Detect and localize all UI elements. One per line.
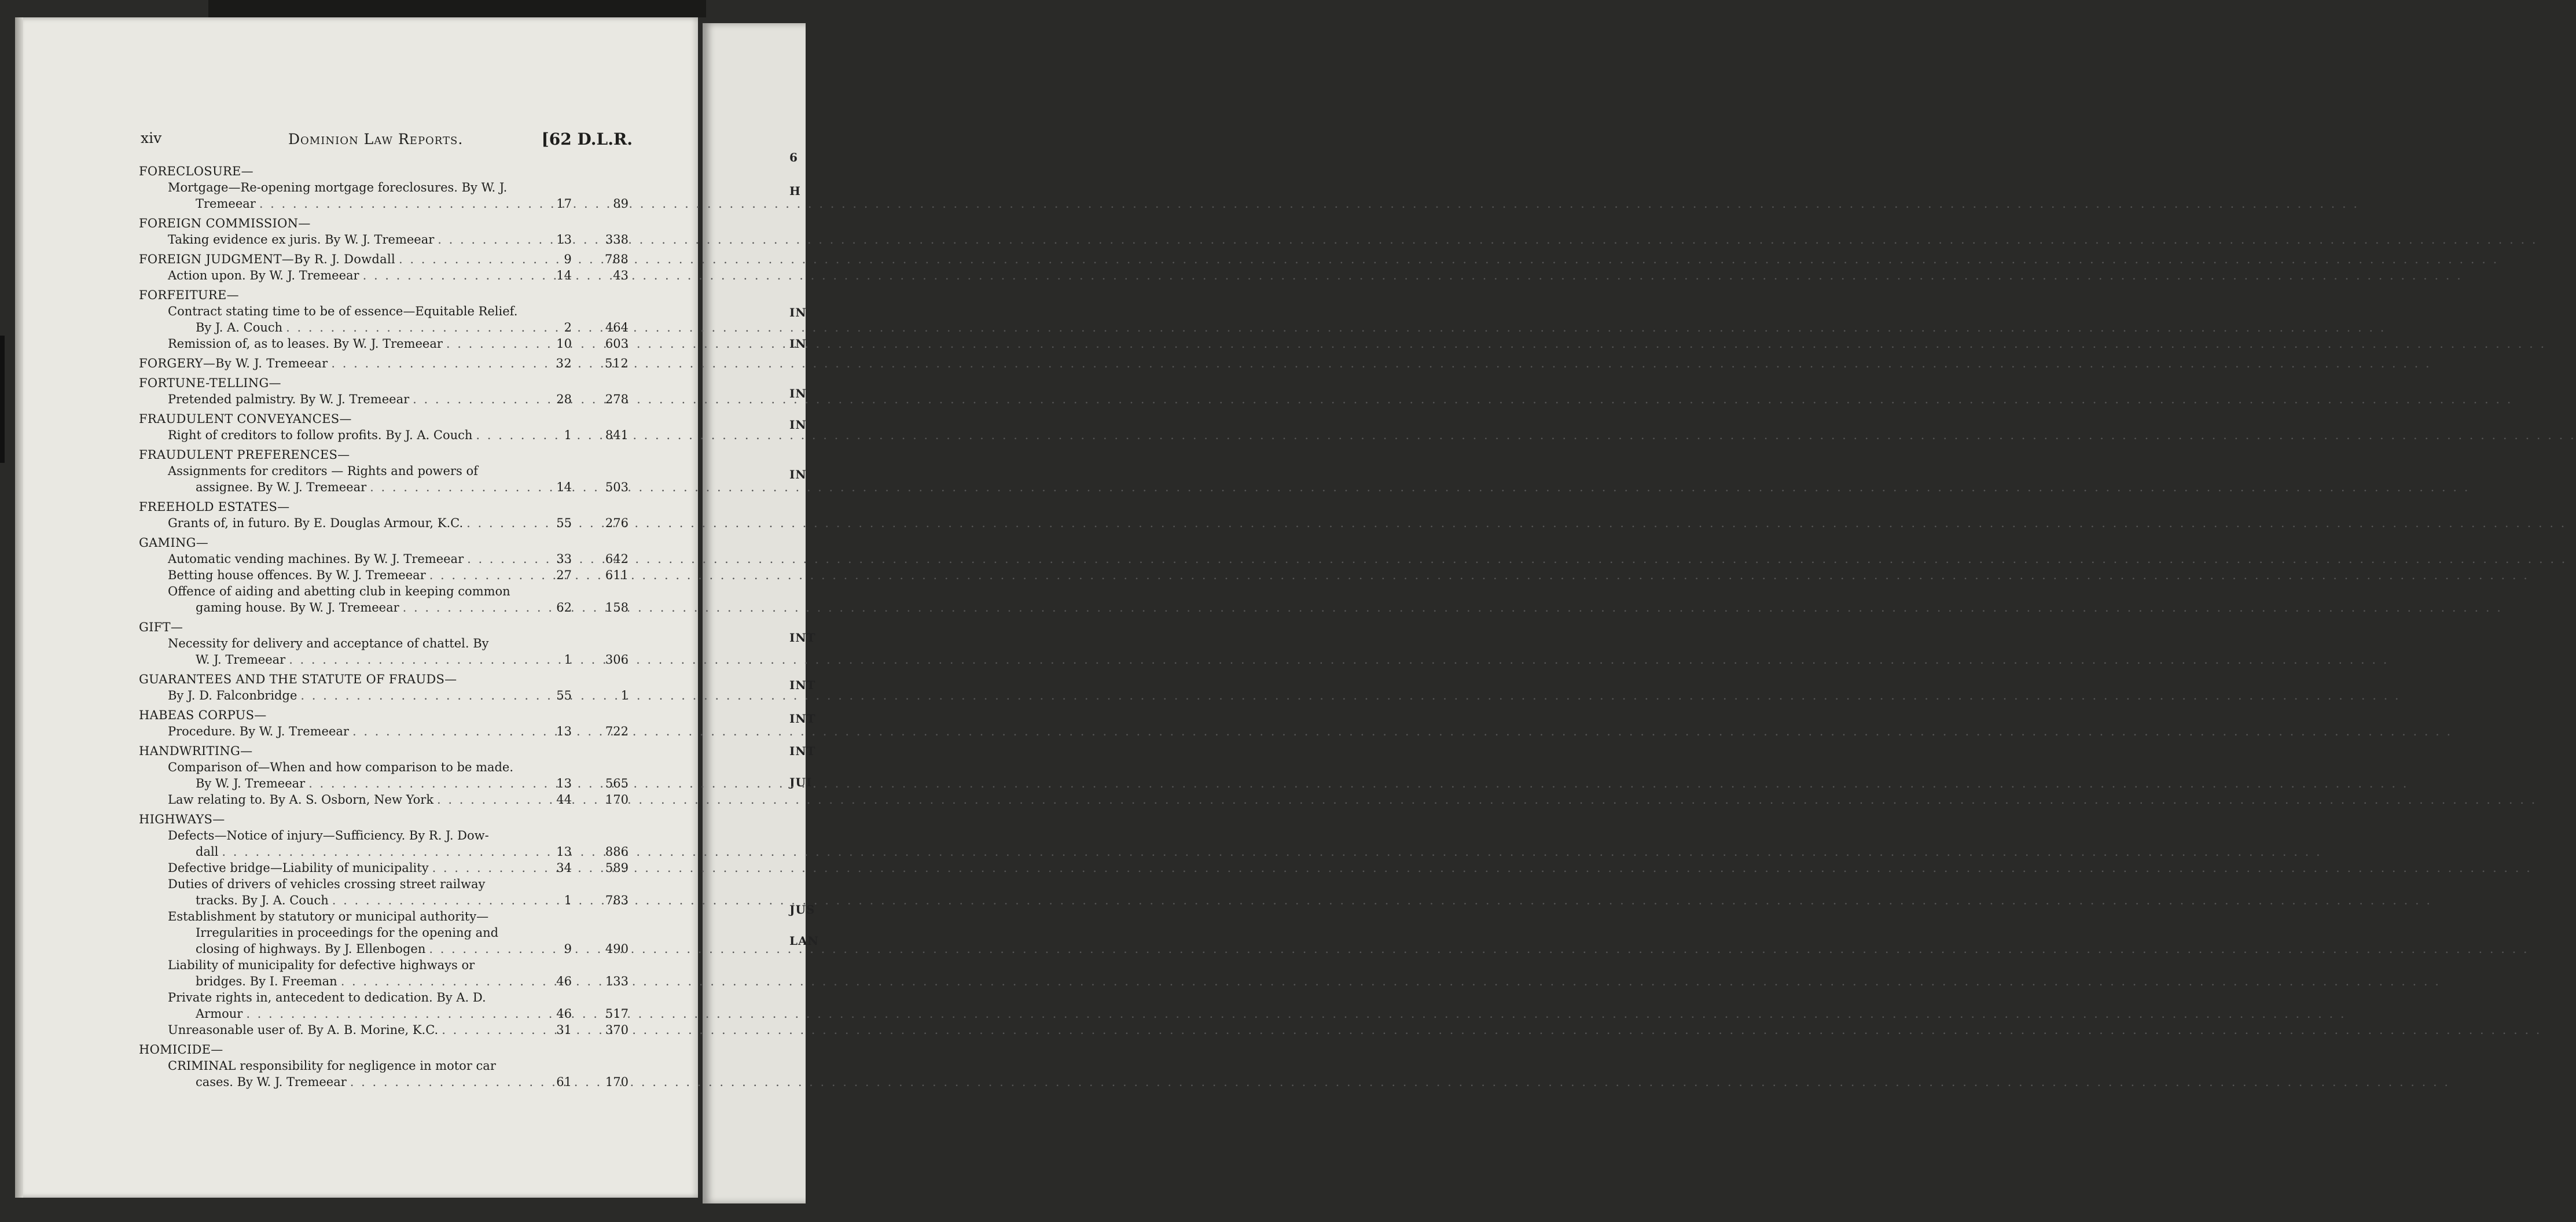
reference-numbers xyxy=(537,687,635,704)
volume-number: 9 xyxy=(564,942,572,956)
volume-number: 46 xyxy=(556,1007,572,1021)
entry-line xyxy=(168,463,531,479)
volume-number: 27 xyxy=(556,568,572,582)
index-entry xyxy=(126,583,635,616)
entry-text: Private rights in, antecedent to dedication. By A. D. xyxy=(168,991,486,1004)
volume-number: 1 xyxy=(564,428,572,442)
reference-numbers xyxy=(537,860,635,876)
facing-page-fragment: 6 xyxy=(789,150,798,164)
entry-text: Duties of drivers of vehicles crossing street railway xyxy=(168,877,486,891)
volume-number: 62 xyxy=(556,601,572,614)
entry-text: assignee. By W. J. Tremeear xyxy=(196,480,367,494)
entry-line xyxy=(168,925,531,941)
entry-text: dall xyxy=(196,845,219,859)
dot-leader xyxy=(350,1074,2450,1090)
page-reference: 565 xyxy=(605,776,629,790)
heading-text: FRAUDULENT PREFERENCES— xyxy=(139,448,350,462)
page-reference: 589 xyxy=(605,861,629,875)
page-reference: 788 xyxy=(605,252,629,266)
volume-number: 55 xyxy=(556,689,572,702)
entry-line xyxy=(168,759,531,775)
volume-number: 2 xyxy=(564,321,572,334)
entry-text: Automatic vending machines. By W. J. Tremeear xyxy=(168,552,464,566)
index-heading xyxy=(126,215,635,231)
dot-leader xyxy=(429,941,2529,957)
facing-page-fragment: H xyxy=(789,184,801,198)
heading-text: FRAUDULENT CONVEYANCES— xyxy=(139,412,352,426)
reference-numbers xyxy=(537,599,635,616)
page-reference: 133 xyxy=(605,974,629,988)
index-heading xyxy=(126,355,635,371)
heading-text: FORFEITURE— xyxy=(139,288,239,302)
page-reference: 464 xyxy=(605,321,629,334)
index-heading xyxy=(126,707,635,723)
reference-numbers xyxy=(537,1006,635,1022)
entry-line xyxy=(168,844,531,860)
page-reference: 158 xyxy=(605,601,629,614)
page-reference: 89 xyxy=(613,197,629,211)
heading-line xyxy=(139,251,531,267)
scanned-book-spread xyxy=(0,0,819,1222)
heading-text: HABEAS CORPUS— xyxy=(139,708,267,722)
facing-page-fragment: IN xyxy=(789,306,807,319)
index-entry xyxy=(126,792,635,808)
page-reference: 642 xyxy=(605,552,629,566)
entry-line xyxy=(168,391,531,407)
index-heading xyxy=(126,1041,635,1058)
entry-text: By W. J. Tremeear xyxy=(196,776,306,790)
entry-text: Action upon. By W. J. Tremeear xyxy=(168,268,359,282)
entry-text: Tremeear xyxy=(196,197,256,211)
heading-text: GIFT— xyxy=(139,620,183,634)
volume-number: 32 xyxy=(556,356,572,370)
facing-page-fragment: IN xyxy=(789,337,807,351)
entry-text: Mortgage—Re-opening mortgage foreclosures. By W. J. xyxy=(168,181,508,194)
volume-number: 13 xyxy=(556,776,572,790)
volume-number: 46 xyxy=(556,974,572,988)
reference-numbers xyxy=(537,231,635,248)
heading-text: FOREIGN JUDGMENT—By R. J. Dowdall xyxy=(139,252,396,266)
facing-page-fragment: IN xyxy=(789,418,807,432)
entry-line xyxy=(168,267,531,284)
volume-number: 33 xyxy=(556,552,572,566)
dot-leader xyxy=(341,973,2441,989)
dot-leader xyxy=(467,551,2567,567)
entry-line xyxy=(168,989,531,1006)
page-reference: 783 xyxy=(605,893,629,907)
facing-page-fragment: IN xyxy=(789,468,807,481)
entry-line xyxy=(168,1058,531,1074)
index-entry xyxy=(126,860,635,876)
page-reference: 276 xyxy=(605,516,629,530)
entry-line xyxy=(168,775,531,792)
index-heading xyxy=(126,499,635,515)
entry-line xyxy=(168,551,531,567)
entry-line xyxy=(168,860,531,876)
heading-text: GAMING— xyxy=(139,536,208,550)
entry-text: Contract stating time to be of essence—Equitable Relief. xyxy=(168,304,518,318)
reference-numbers xyxy=(537,479,635,495)
entry-text: Remission of, as to leases. By W. J. Tremeear xyxy=(168,337,443,351)
facing-page-fragment: INT xyxy=(789,631,816,645)
reference-numbers xyxy=(537,551,635,567)
entry-line xyxy=(168,1022,531,1038)
index-heading xyxy=(126,671,635,687)
page-edge xyxy=(15,17,23,1198)
volume-number: 13 xyxy=(556,233,572,246)
entry-text: Unreasonable user of. By A. B. Morine, K.C. xyxy=(168,1023,439,1037)
entry-text: Assignments for creditors — Rights and powers of xyxy=(168,464,478,478)
entry-text: gaming house. By W. J. Tremeear xyxy=(196,601,399,614)
heading-text: HANDWRITING— xyxy=(139,744,253,758)
page-reference: 170 xyxy=(605,793,629,807)
reference-numbers xyxy=(537,391,635,407)
entry-line xyxy=(168,231,531,248)
volume-number: 1 xyxy=(564,893,572,907)
entry-text: Grants of, in futuro. By E. Douglas Armour, K.C. xyxy=(168,516,464,530)
reference-numbers xyxy=(537,1022,635,1038)
page-reference: 370 xyxy=(605,1023,629,1037)
reference-numbers xyxy=(537,427,635,443)
facing-page-fragment: JUI xyxy=(789,775,813,789)
entry-line xyxy=(168,892,531,908)
page-reference: 338 xyxy=(605,233,629,246)
entry-line xyxy=(168,876,531,892)
dot-leader xyxy=(332,892,2432,908)
running-header xyxy=(135,128,633,152)
index-heading xyxy=(126,811,635,827)
index-heading xyxy=(126,287,635,303)
entry-text: cases. By W. J. Tremeear xyxy=(196,1075,347,1089)
volume-number: 17 xyxy=(556,197,572,211)
entry-text: By J. D. Falconbridge xyxy=(168,689,297,702)
index-entry xyxy=(126,687,635,704)
index-entry xyxy=(126,179,635,212)
index-heading xyxy=(126,619,635,635)
heading-text: FORGERY—By W. J. Tremeear xyxy=(139,356,328,370)
entry-text: Liability of municipality for defective highways or xyxy=(168,958,475,972)
entry-text: Law relating to. By A. S. Osborn, New York xyxy=(168,793,434,807)
binding-shadow xyxy=(0,336,5,463)
running-title: Dominion Law Reports. xyxy=(288,131,464,148)
entry-text: bridges. By I. Freeman xyxy=(196,974,337,988)
heading-text: HOMICIDE— xyxy=(139,1043,223,1057)
reference-numbers xyxy=(537,567,635,583)
page-reference: 306 xyxy=(605,653,629,667)
index-heading xyxy=(126,447,635,463)
facing-page-fragment: INT xyxy=(789,744,816,758)
entry-line xyxy=(168,599,531,616)
entry-line xyxy=(168,792,531,808)
entry-line xyxy=(168,687,531,704)
reference-numbers xyxy=(537,892,635,908)
page-reference: 517 xyxy=(605,1007,629,1021)
entry-text: Procedure. By W. J. Tremeear xyxy=(168,724,349,738)
reference-numbers xyxy=(537,267,635,284)
page-reference: 611 xyxy=(605,568,629,582)
entry-line xyxy=(168,723,531,739)
page-reference: 603 xyxy=(605,337,629,351)
index-entry xyxy=(126,957,635,989)
entry-line xyxy=(168,973,531,989)
reference-numbers xyxy=(537,515,635,531)
volume-number: 14 xyxy=(556,480,572,494)
volume-reference: [62 D.L.R. xyxy=(541,130,633,149)
index-entry xyxy=(126,267,635,284)
entry-line xyxy=(168,1074,531,1090)
reference-numbers xyxy=(537,1074,635,1090)
reference-numbers xyxy=(537,251,635,267)
entry-text: CRIMINAL responsibility for negligence in motor car xyxy=(168,1059,496,1073)
page-reference: 490 xyxy=(605,942,629,956)
index-entry xyxy=(126,759,635,792)
reference-numbers xyxy=(537,652,635,668)
heading-text: FOREIGN COMMISSION— xyxy=(139,216,311,230)
reference-numbers xyxy=(537,319,635,336)
dot-leader xyxy=(442,1022,2541,1038)
dot-leader xyxy=(446,336,2546,352)
entry-line xyxy=(168,336,531,352)
volume-number: 34 xyxy=(556,861,572,875)
dot-leader xyxy=(429,567,2529,583)
dot-leader xyxy=(363,267,2463,284)
reference-numbers xyxy=(537,973,635,989)
entry-line xyxy=(168,635,531,652)
volume-number: 13 xyxy=(556,724,572,738)
index-entry xyxy=(126,515,635,531)
subject-index xyxy=(126,163,635,1094)
entry-text: Pretended palmistry. By W. J. Tremeear xyxy=(168,392,410,406)
page-reference: 170 xyxy=(605,1075,629,1089)
reference-numbers xyxy=(537,355,635,371)
entry-line xyxy=(168,1006,531,1022)
entry-text: Necessity for delivery and acceptance of chattel. By xyxy=(168,636,489,650)
reference-numbers xyxy=(537,775,635,792)
dot-leader xyxy=(413,391,2512,407)
index-entry xyxy=(126,391,635,407)
heading-text: GUARANTEES AND THE STATUTE OF FRAUDS— xyxy=(139,672,457,686)
entry-line xyxy=(168,196,531,212)
entry-line xyxy=(168,319,531,336)
index-entry xyxy=(126,1058,635,1090)
entry-text: Taking evidence ex juris. By W. J. Tremeear xyxy=(168,233,435,246)
volume-number: 55 xyxy=(556,516,572,530)
index-entry xyxy=(126,827,635,860)
index-entry xyxy=(126,908,635,957)
reference-numbers xyxy=(537,844,635,860)
heading-text: HIGHWAYS— xyxy=(139,812,225,826)
volume-number: 31 xyxy=(556,1023,572,1037)
index-entry xyxy=(126,427,635,443)
volume-number: 61 xyxy=(556,1075,572,1089)
entry-text: Betting house offences. By W. J. Tremeear xyxy=(168,568,426,582)
volume-number: 10 xyxy=(556,337,572,351)
section-gap xyxy=(126,1090,635,1094)
entry-line xyxy=(168,941,531,957)
reference-numbers xyxy=(537,196,635,212)
entry-line xyxy=(168,957,531,973)
index-heading xyxy=(126,251,635,267)
volume-number: 13 xyxy=(556,845,572,859)
entry-line xyxy=(168,427,531,443)
entry-text: Irregularities in proceedings for the opening and xyxy=(196,926,499,940)
dot-leader xyxy=(432,860,2532,876)
page-reference: 503 xyxy=(605,480,629,494)
index-heading xyxy=(126,375,635,391)
index-entry xyxy=(126,567,635,583)
heading-text: FREEHOLD ESTATES— xyxy=(139,500,290,514)
entry-text: W. J. Tremeear xyxy=(196,653,286,667)
facing-page-fragment: INT xyxy=(789,678,816,692)
scan-border xyxy=(208,0,706,17)
dot-leader xyxy=(438,231,2537,248)
index-entry xyxy=(126,463,635,495)
index-heading xyxy=(126,411,635,427)
facing-page-fragment: INT xyxy=(789,712,816,726)
entry-line xyxy=(168,567,531,583)
entry-line xyxy=(168,479,531,495)
dot-leader xyxy=(437,792,2537,808)
facing-page-fragment: IN xyxy=(789,387,807,400)
entry-line xyxy=(168,652,531,668)
entry-text: closing of highways. By J. Ellenbogen xyxy=(196,942,426,956)
index-entry xyxy=(126,989,635,1022)
entry-text: Comparison of—When and how comparison to be made. xyxy=(168,760,514,774)
entry-text: Offence of aiding and abetting club in keeping common xyxy=(168,584,510,598)
entry-line xyxy=(168,303,531,319)
page-reference: 278 xyxy=(605,392,629,406)
page-reference: 43 xyxy=(613,268,629,282)
dot-leader xyxy=(403,599,2502,616)
index-heading xyxy=(126,163,635,179)
entry-text: By J. A. Couch xyxy=(196,321,283,334)
index-heading xyxy=(126,535,635,551)
page-reference: 886 xyxy=(605,845,629,859)
page-number: xiv xyxy=(141,130,162,146)
reference-numbers xyxy=(537,723,635,739)
heading-text: FORTUNE-TELLING— xyxy=(139,376,281,390)
heading-line xyxy=(139,355,531,371)
dot-leader xyxy=(476,427,2575,443)
entry-line xyxy=(168,583,531,599)
dot-leader xyxy=(466,515,2566,531)
entry-line xyxy=(168,908,531,925)
index-entry xyxy=(126,1022,635,1038)
entry-text: Armour xyxy=(196,1007,243,1021)
dot-leader xyxy=(370,479,2470,495)
index-entry xyxy=(126,551,635,567)
reference-numbers xyxy=(537,336,635,352)
volume-number: 9 xyxy=(564,252,572,266)
index-entry xyxy=(126,635,635,668)
volume-number: 1 xyxy=(564,653,572,667)
entry-line xyxy=(168,827,531,844)
facing-page-fragment: JUS xyxy=(789,903,815,916)
entry-line xyxy=(168,515,531,531)
index-entry xyxy=(126,723,635,739)
reference-numbers xyxy=(537,792,635,808)
index-entry xyxy=(126,231,635,248)
dot-leader xyxy=(331,355,2431,371)
volume-number: 28 xyxy=(556,392,572,406)
index-heading xyxy=(126,743,635,759)
dot-leader xyxy=(399,251,2498,267)
dot-leader xyxy=(352,723,2452,739)
volume-number: 14 xyxy=(556,268,572,282)
entry-text: Defects—Notice of injury—Sufficiency. By R. J. Dow- xyxy=(168,829,489,842)
index-entry xyxy=(126,336,635,352)
facing-page-fragment: LAN xyxy=(789,934,819,948)
index-entry xyxy=(126,876,635,908)
entry-line xyxy=(168,179,531,196)
page-reference: 512 xyxy=(605,356,629,370)
entry-text: Establishment by statutory or municipal authority— xyxy=(168,910,489,923)
page-reference: 1 xyxy=(620,689,629,702)
volume-number: 44 xyxy=(556,793,572,807)
reference-numbers xyxy=(537,941,635,957)
entry-text: Defective bridge—Liability of municipality xyxy=(168,861,429,875)
page-reference: 841 xyxy=(605,428,629,442)
index-entry xyxy=(126,303,635,336)
entry-text: tracks. By J. A. Couch xyxy=(196,893,329,907)
heading-text: FORECLOSURE— xyxy=(139,164,253,178)
entry-text: Right of creditors to follow profits. By J. A. Couch xyxy=(168,428,473,442)
page-reference: 722 xyxy=(605,724,629,738)
